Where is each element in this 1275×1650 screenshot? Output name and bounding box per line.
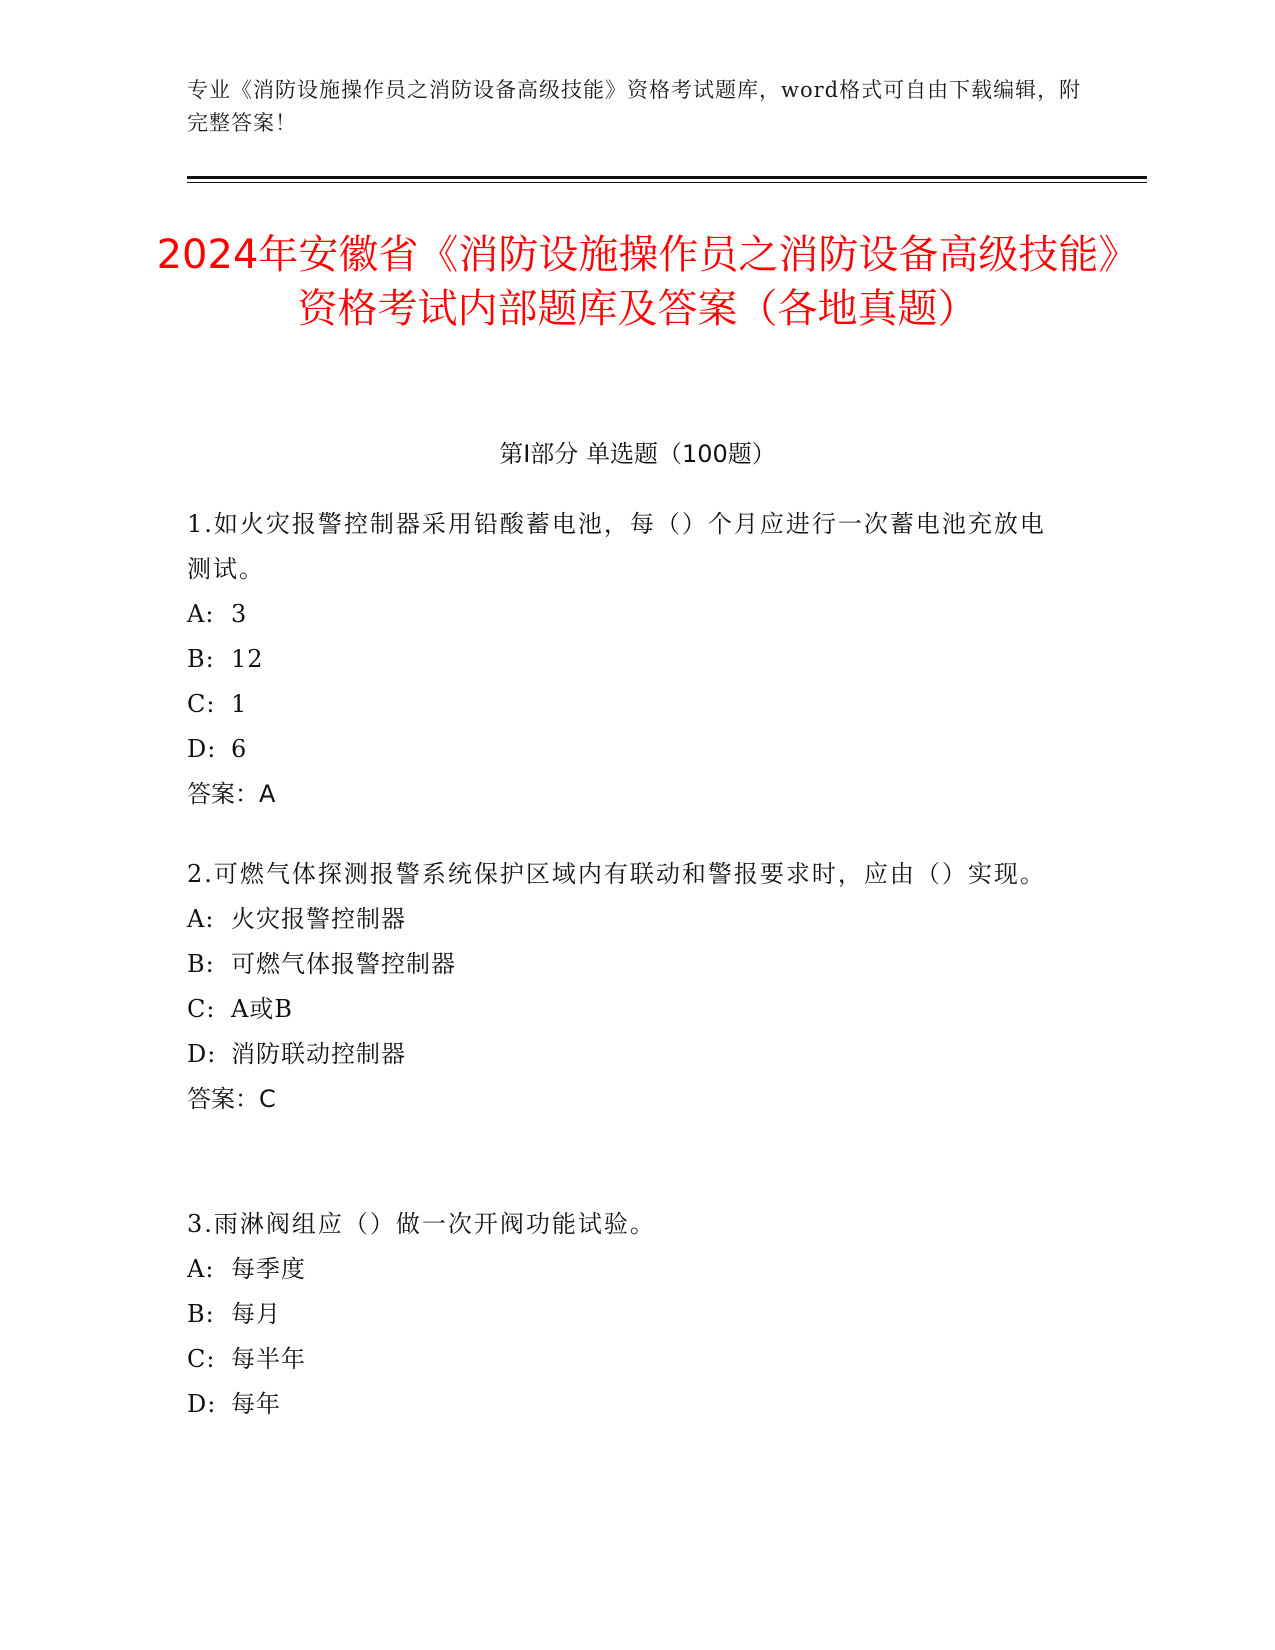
option-text: 每年	[231, 1390, 281, 1418]
option-a	[187, 1247, 1067, 1292]
option-text: A或B	[231, 995, 293, 1023]
document-title: 2024年安徽省《消防设施操作员之消防设备高级技能》资格考试内部题库及答案（各地真题）	[156, 232, 1119, 332]
option-text: 可燃气体报警控制器	[231, 950, 456, 978]
option-key: A:	[187, 1255, 215, 1283]
header-note: 专业《消防设施操作员之消防设备高级技能》资格考试题库，word格式可自由下载编辑，附完整答案！	[187, 78, 1082, 135]
option-key: B:	[187, 1300, 215, 1328]
question-stem: 2.可燃气体探测报警系统保护区域内有联动和警报要求时，应由（）实现。	[187, 860, 1046, 888]
option-text: 每半年	[231, 1345, 306, 1373]
option-key: D:	[187, 1040, 217, 1068]
option-d	[187, 727, 1067, 772]
answer-line: 答案：C	[187, 1085, 276, 1113]
option-d	[187, 1382, 1067, 1427]
option-text: 12	[231, 645, 264, 673]
option-text: 3	[231, 600, 248, 628]
option-text: 火灾报警控制器	[231, 905, 406, 933]
option-c	[187, 682, 1067, 727]
option-text: 消防联动控制器	[231, 1040, 406, 1068]
option-text: 每季度	[231, 1255, 306, 1283]
question-1	[187, 502, 1067, 817]
option-b	[187, 1292, 1067, 1337]
question-stem: 3.雨淋阀组应（）做一次开阀功能试验。	[187, 1210, 656, 1238]
header-divider-thin	[187, 182, 1147, 183]
option-key: C:	[187, 690, 216, 718]
option-a	[187, 897, 1067, 942]
question-3	[187, 1202, 1067, 1427]
option-key: D:	[187, 1390, 217, 1418]
option-key: C:	[187, 995, 216, 1023]
option-key: A:	[187, 600, 215, 628]
header-divider-thick	[187, 176, 1147, 179]
option-text: 1	[231, 690, 248, 718]
option-key: D:	[187, 735, 217, 763]
option-key: B:	[187, 950, 215, 978]
option-text: 每月	[231, 1300, 281, 1328]
option-c	[187, 1337, 1067, 1382]
section-heading: 第I部分 单选题（100题）	[499, 440, 776, 468]
option-b	[187, 637, 1067, 682]
option-a	[187, 592, 1067, 637]
option-text: 6	[231, 735, 248, 763]
option-d	[187, 1032, 1067, 1077]
option-c	[187, 987, 1067, 1032]
option-key: C:	[187, 1345, 216, 1373]
option-b	[187, 942, 1067, 987]
question-2	[187, 852, 1067, 1122]
option-key: A:	[187, 905, 215, 933]
question-stem: 1.如火灾报警控制器采用铅酸蓄电池，每（）个月应进行一次蓄电池充放电测试。	[187, 510, 1046, 583]
option-key: B:	[187, 645, 215, 673]
answer-line: 答案：A	[187, 780, 276, 808]
